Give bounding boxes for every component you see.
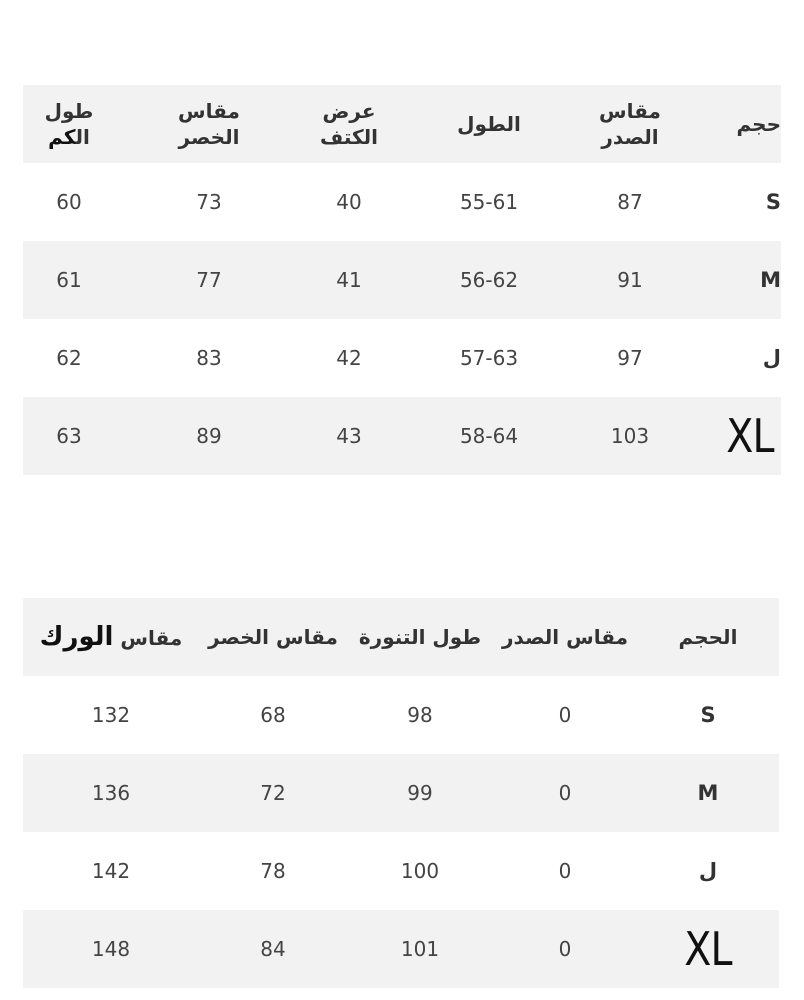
size-chart-top (23, 85, 781, 475)
cell-length: 57-63 (459, 346, 519, 370)
cell-sleeve: 60 (56, 190, 82, 214)
cell-hips: 136 (91, 781, 131, 805)
cell-bust: 0 (558, 937, 572, 961)
cell-waist: 72 (260, 781, 286, 805)
header-size: الحجم (678, 625, 738, 649)
cell-bust: 87 (617, 190, 643, 214)
cell-waist: 89 (196, 424, 222, 448)
cell-size: ل (698, 859, 718, 883)
header-skirt-length: طول التنورة (358, 625, 482, 649)
header-row (23, 598, 779, 676)
cell-size: XL (726, 409, 774, 463)
cell-size: S (765, 190, 781, 214)
header-bust: مقاس الصدر (599, 99, 661, 149)
cell-hips: 132 (91, 703, 131, 727)
cell-size: M (697, 781, 719, 805)
cell-waist: 83 (196, 346, 222, 370)
cell-bust: 0 (558, 703, 572, 727)
cell-hips: 142 (91, 859, 131, 883)
table-row (23, 319, 781, 397)
cell-bust: 103 (610, 424, 650, 448)
header-size: حجم (736, 112, 781, 136)
header-shoulder: عرض الكتف (320, 99, 378, 149)
cell-waist: 77 (196, 268, 222, 292)
header-sleeve-suffix: كم (48, 125, 76, 149)
cell-length: 58-64 (459, 424, 519, 448)
cell-skirt-length: 99 (407, 781, 433, 805)
cell-bust: 0 (558, 781, 572, 805)
cell-shoulder: 41 (336, 268, 362, 292)
table-row (23, 754, 779, 832)
cell-bust: 0 (558, 859, 572, 883)
cell-size: S (700, 703, 716, 727)
cell-skirt-length: 98 (407, 703, 433, 727)
header-sleeve: طول الكم (44, 99, 94, 149)
table-row (23, 163, 781, 241)
table-row (23, 397, 781, 475)
cell-shoulder: 42 (336, 346, 362, 370)
table-row (23, 241, 781, 319)
cell-size: ل (762, 346, 781, 370)
cell-bust: 97 (617, 346, 643, 370)
header-waist: مقاس الخصر (208, 625, 338, 649)
header-hips-suffix: الورك (39, 621, 114, 652)
cell-length: 55-61 (459, 190, 519, 214)
cell-waist: 84 (260, 937, 286, 961)
header-bust: مقاس الصدر (502, 625, 628, 649)
cell-shoulder: 40 (336, 190, 362, 214)
cell-size: M (760, 268, 781, 292)
cell-sleeve: 62 (56, 346, 82, 370)
cell-length: 56-62 (459, 268, 519, 292)
cell-waist: 68 (260, 703, 286, 727)
header-row (23, 85, 781, 163)
cell-shoulder: 43 (336, 424, 362, 448)
size-chart-bottom (23, 598, 779, 988)
cell-hips: 148 (91, 937, 131, 961)
cell-sleeve: 61 (56, 268, 82, 292)
cell-waist: 73 (196, 190, 222, 214)
cell-waist: 78 (260, 859, 286, 883)
header-waist: مقاس الخصر (178, 99, 240, 149)
cell-bust: 91 (617, 268, 643, 292)
table-row (23, 832, 779, 910)
cell-skirt-length: 101 (400, 937, 440, 961)
cell-skirt-length: 100 (400, 859, 440, 883)
cell-size: XL (684, 922, 732, 976)
header-hips: مقاس الورك (39, 621, 183, 652)
table-row (23, 676, 779, 754)
header-length: الطول (457, 112, 521, 136)
table-row (23, 910, 779, 988)
cell-sleeve: 63 (56, 424, 82, 448)
